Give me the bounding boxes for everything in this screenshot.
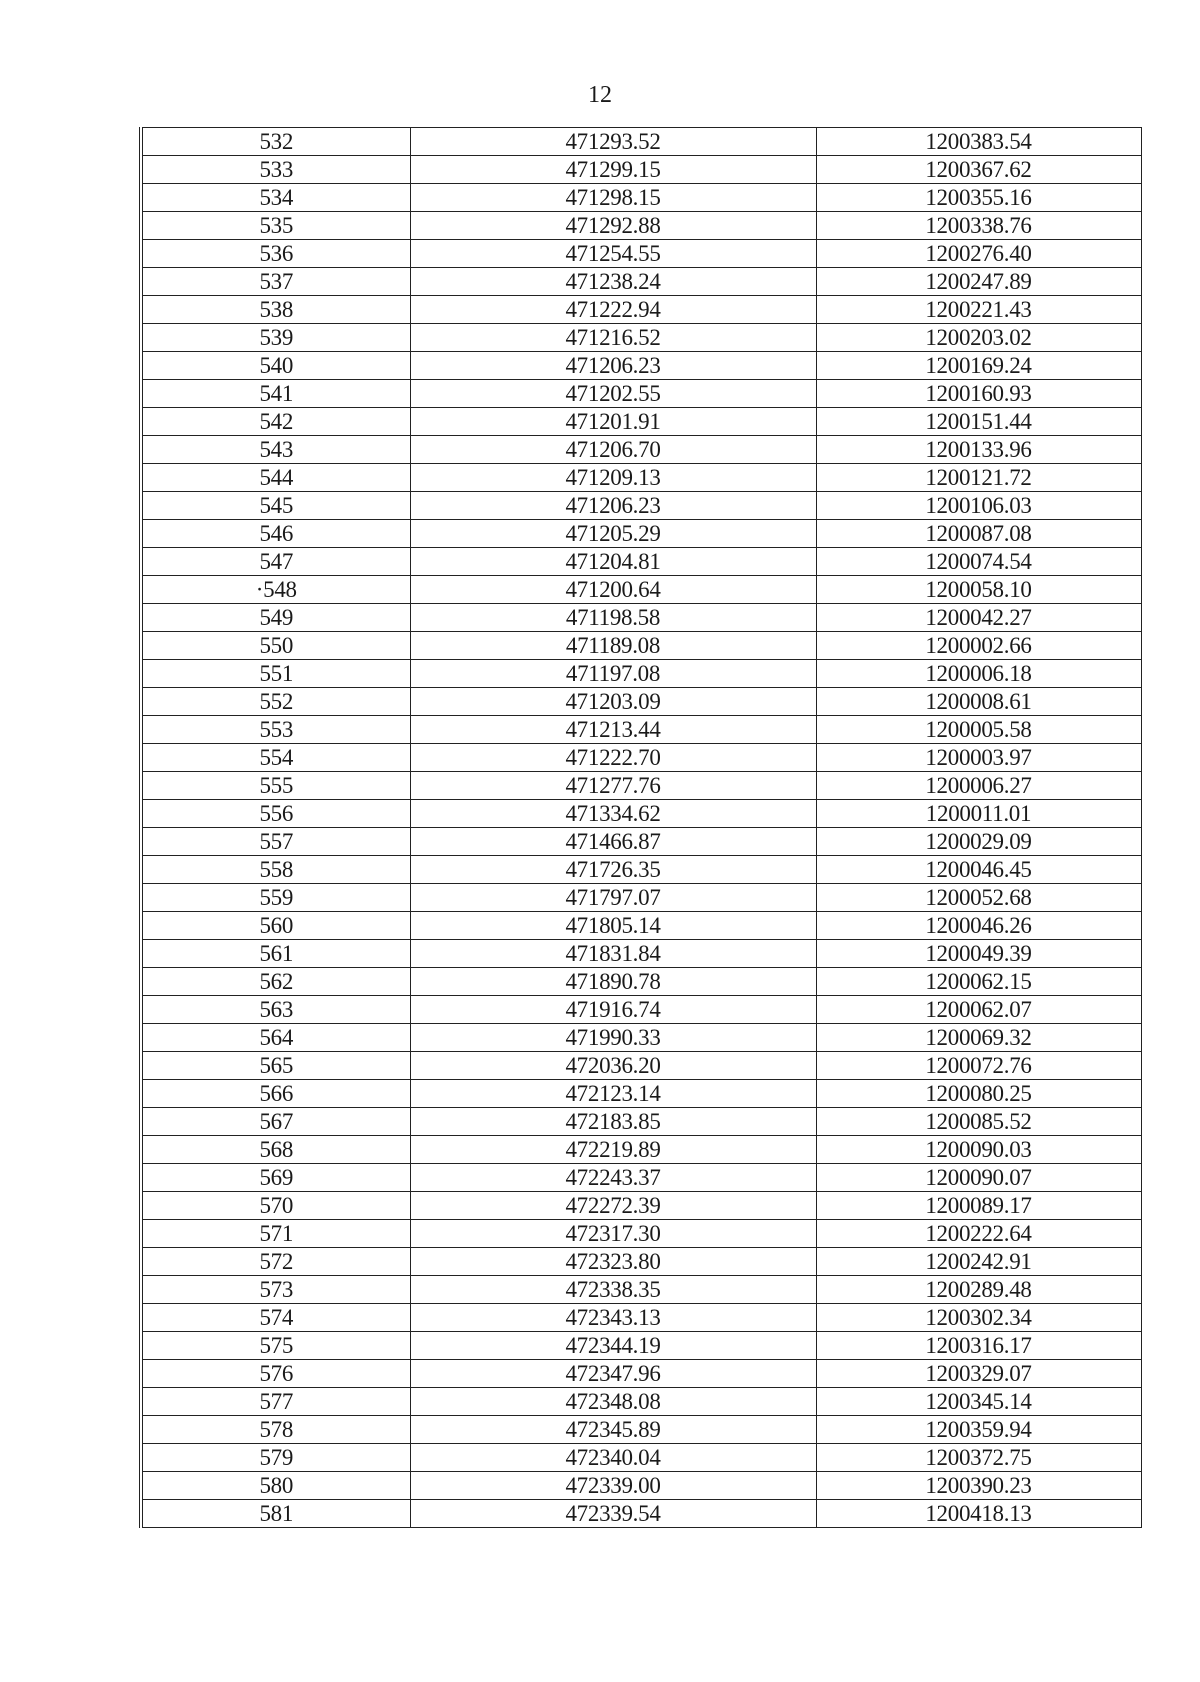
- y-coordinate-cell: 1200151.44: [816, 408, 1141, 436]
- y-coordinate-cell: 1200242.91: [816, 1248, 1141, 1276]
- x-coordinate-cell: 472340.04: [410, 1444, 816, 1472]
- y-coordinate-cell: 1200383.54: [816, 128, 1141, 156]
- table-row: [141, 772, 1141, 800]
- point-number-cell: 536: [141, 240, 410, 268]
- y-coordinate-cell: 1200089.17: [816, 1192, 1141, 1220]
- table-row: [141, 912, 1141, 940]
- point-number-cell: 580: [141, 1472, 410, 1500]
- table-row: [141, 604, 1141, 632]
- point-number-cell: 542: [141, 408, 410, 436]
- y-coordinate-cell: 1200029.09: [816, 828, 1141, 856]
- table-row: [141, 744, 1141, 772]
- y-coordinate-cell: 1200006.27: [816, 772, 1141, 800]
- point-number-cell: 570: [141, 1192, 410, 1220]
- point-number-cell: 574: [141, 1304, 410, 1332]
- coordinates-table: [139, 127, 1142, 1528]
- x-coordinate-cell: 472219.89: [410, 1136, 816, 1164]
- point-number-cell: 543: [141, 436, 410, 464]
- table-row: [141, 940, 1141, 968]
- point-number-cell: 564: [141, 1024, 410, 1052]
- y-coordinate-cell: 1200008.61: [816, 688, 1141, 716]
- table-row: [141, 996, 1141, 1024]
- y-coordinate-cell: 1200062.15: [816, 968, 1141, 996]
- table-row: [141, 1248, 1141, 1276]
- y-coordinate-cell: 1200087.08: [816, 520, 1141, 548]
- x-coordinate-cell: 471203.09: [410, 688, 816, 716]
- table-row: [141, 296, 1141, 324]
- x-coordinate-cell: 472343.13: [410, 1304, 816, 1332]
- x-coordinate-cell: 472339.54: [410, 1500, 816, 1528]
- table-row: [141, 268, 1141, 296]
- table-row: [141, 800, 1141, 828]
- y-coordinate-cell: 1200090.03: [816, 1136, 1141, 1164]
- y-coordinate-cell: 1200042.27: [816, 604, 1141, 632]
- table-row: [141, 352, 1141, 380]
- y-coordinate-cell: 1200222.64: [816, 1220, 1141, 1248]
- x-coordinate-cell: 471200.64: [410, 576, 816, 604]
- x-coordinate-cell: 472338.35: [410, 1276, 816, 1304]
- x-coordinate-cell: 472339.00: [410, 1472, 816, 1500]
- y-coordinate-cell: 1200085.52: [816, 1108, 1141, 1136]
- point-number-cell: 562: [141, 968, 410, 996]
- point-number-cell: 534: [141, 184, 410, 212]
- point-number-cell: 579: [141, 1444, 410, 1472]
- table-row: [141, 240, 1141, 268]
- x-coordinate-cell: 472344.19: [410, 1332, 816, 1360]
- x-coordinate-cell: 471206.23: [410, 352, 816, 380]
- y-coordinate-cell: 1200006.18: [816, 660, 1141, 688]
- y-coordinate-cell: 1200367.62: [816, 156, 1141, 184]
- point-number-cell: 558: [141, 856, 410, 884]
- point-number-cell: 555: [141, 772, 410, 800]
- y-coordinate-cell: 1200359.94: [816, 1416, 1141, 1444]
- point-number-cell: 568: [141, 1136, 410, 1164]
- table-row: [141, 520, 1141, 548]
- y-coordinate-cell: 1200052.68: [816, 884, 1141, 912]
- table-row: [141, 884, 1141, 912]
- point-number-cell: 560: [141, 912, 410, 940]
- y-coordinate-cell: 1200133.96: [816, 436, 1141, 464]
- y-coordinate-cell: 1200003.97: [816, 744, 1141, 772]
- table-row: [141, 1024, 1141, 1052]
- x-coordinate-cell: 472317.30: [410, 1220, 816, 1248]
- y-coordinate-cell: 1200069.32: [816, 1024, 1141, 1052]
- y-coordinate-cell: 1200329.07: [816, 1360, 1141, 1388]
- y-coordinate-cell: 1200302.34: [816, 1304, 1141, 1332]
- point-number-cell: 533: [141, 156, 410, 184]
- x-coordinate-cell: 472243.37: [410, 1164, 816, 1192]
- x-coordinate-cell: 471201.91: [410, 408, 816, 436]
- table-row: [141, 1304, 1141, 1332]
- x-coordinate-cell: 471213.44: [410, 716, 816, 744]
- table-row: [141, 1444, 1141, 1472]
- y-coordinate-cell: 1200169.24: [816, 352, 1141, 380]
- x-coordinate-cell: 472345.89: [410, 1416, 816, 1444]
- y-coordinate-cell: 1200058.10: [816, 576, 1141, 604]
- x-coordinate-cell: 471198.58: [410, 604, 816, 632]
- y-coordinate-cell: 1200121.72: [816, 464, 1141, 492]
- y-coordinate-cell: 1200106.03: [816, 492, 1141, 520]
- point-number-cell: 578: [141, 1416, 410, 1444]
- x-coordinate-cell: 471298.15: [410, 184, 816, 212]
- point-number-cell: 569: [141, 1164, 410, 1192]
- page-number: 12: [588, 82, 612, 108]
- y-coordinate-cell: 1200345.14: [816, 1388, 1141, 1416]
- point-number-cell: 575: [141, 1332, 410, 1360]
- point-number-cell: 544: [141, 464, 410, 492]
- x-coordinate-cell: 471831.84: [410, 940, 816, 968]
- table-row: [141, 828, 1141, 856]
- point-number-cell: 535: [141, 212, 410, 240]
- x-coordinate-cell: 471277.76: [410, 772, 816, 800]
- x-coordinate-cell: 471254.55: [410, 240, 816, 268]
- x-coordinate-cell: 471293.52: [410, 128, 816, 156]
- table-row: [141, 1332, 1141, 1360]
- table-row: [141, 1108, 1141, 1136]
- x-coordinate-cell: 472348.08: [410, 1388, 816, 1416]
- table-row: [141, 1388, 1141, 1416]
- point-number-cell: 572: [141, 1248, 410, 1276]
- table-row: [141, 1500, 1141, 1528]
- point-number-cell: 559: [141, 884, 410, 912]
- y-coordinate-cell: 1200276.40: [816, 240, 1141, 268]
- table-row: [141, 212, 1141, 240]
- table-row: [141, 548, 1141, 576]
- table-row: [141, 968, 1141, 996]
- x-coordinate-cell: 471726.35: [410, 856, 816, 884]
- x-coordinate-cell: 471334.62: [410, 800, 816, 828]
- x-coordinate-cell: 471209.13: [410, 464, 816, 492]
- point-number-cell: 546: [141, 520, 410, 548]
- y-coordinate-cell: 1200002.66: [816, 632, 1141, 660]
- point-number-cell: 566: [141, 1080, 410, 1108]
- x-coordinate-cell: 471292.88: [410, 212, 816, 240]
- y-coordinate-cell: 1200316.17: [816, 1332, 1141, 1360]
- y-coordinate-cell: 1200074.54: [816, 548, 1141, 576]
- table-row: [141, 408, 1141, 436]
- table-row: [141, 688, 1141, 716]
- coordinates-table-body: [141, 128, 1141, 1528]
- table-row: [141, 632, 1141, 660]
- y-coordinate-cell: 1200080.25: [816, 1080, 1141, 1108]
- x-coordinate-cell: 472123.14: [410, 1080, 816, 1108]
- x-coordinate-cell: 472036.20: [410, 1052, 816, 1080]
- table-row: [141, 1416, 1141, 1444]
- point-number-cell: 567: [141, 1108, 410, 1136]
- x-coordinate-cell: 471205.29: [410, 520, 816, 548]
- y-coordinate-cell: 1200011.01: [816, 800, 1141, 828]
- table-row: [141, 464, 1141, 492]
- x-coordinate-cell: 471990.33: [410, 1024, 816, 1052]
- table-row: [141, 380, 1141, 408]
- x-coordinate-cell: 471238.24: [410, 268, 816, 296]
- point-number-cell: 547: [141, 548, 410, 576]
- x-coordinate-cell: 472347.96: [410, 1360, 816, 1388]
- table-row: [141, 492, 1141, 520]
- x-coordinate-cell: 471222.94: [410, 296, 816, 324]
- table-row: [141, 128, 1141, 156]
- y-coordinate-cell: 1200046.26: [816, 912, 1141, 940]
- point-number-cell: 549: [141, 604, 410, 632]
- y-coordinate-cell: 1200203.02: [816, 324, 1141, 352]
- y-coordinate-cell: 1200062.07: [816, 996, 1141, 1024]
- table-row: [141, 576, 1141, 604]
- point-number-cell: 565: [141, 1052, 410, 1080]
- x-coordinate-cell: 471216.52: [410, 324, 816, 352]
- x-coordinate-cell: 471805.14: [410, 912, 816, 940]
- x-coordinate-cell: 472323.80: [410, 1248, 816, 1276]
- point-number-cell: 551: [141, 660, 410, 688]
- table-row: [141, 1080, 1141, 1108]
- x-coordinate-cell: 472272.39: [410, 1192, 816, 1220]
- table-row: [141, 1164, 1141, 1192]
- table-row: [141, 436, 1141, 464]
- table-row: [141, 856, 1141, 884]
- x-coordinate-cell: 471206.23: [410, 492, 816, 520]
- point-number-cell: 537: [141, 268, 410, 296]
- point-number-cell: 557: [141, 828, 410, 856]
- point-number-cell: 553: [141, 716, 410, 744]
- point-number-cell: 581: [141, 1500, 410, 1528]
- table-row: [141, 716, 1141, 744]
- point-number-cell: 538: [141, 296, 410, 324]
- y-coordinate-cell: 1200289.48: [816, 1276, 1141, 1304]
- x-coordinate-cell: 472183.85: [410, 1108, 816, 1136]
- x-coordinate-cell: 471202.55: [410, 380, 816, 408]
- y-coordinate-cell: 1200005.58: [816, 716, 1141, 744]
- x-coordinate-cell: 471204.81: [410, 548, 816, 576]
- x-coordinate-cell: 471222.70: [410, 744, 816, 772]
- table-row: [141, 184, 1141, 212]
- table-row: [141, 1192, 1141, 1220]
- y-coordinate-cell: 1200090.07: [816, 1164, 1141, 1192]
- y-coordinate-cell: 1200049.39: [816, 940, 1141, 968]
- x-coordinate-cell: 471466.87: [410, 828, 816, 856]
- point-number-cell: 540: [141, 352, 410, 380]
- y-coordinate-cell: 1200160.93: [816, 380, 1141, 408]
- table-row: [141, 1276, 1141, 1304]
- x-coordinate-cell: 471890.78: [410, 968, 816, 996]
- y-coordinate-cell: 1200390.23: [816, 1472, 1141, 1500]
- point-number-cell: 532: [259, 129, 294, 154]
- y-coordinate-cell: 1200072.76: [816, 1052, 1141, 1080]
- x-coordinate-cell: 471916.74: [410, 996, 816, 1024]
- table-row: [141, 1136, 1141, 1164]
- point-number-cell: 541: [141, 380, 410, 408]
- point-number-cell: 552: [141, 688, 410, 716]
- table-row: [141, 660, 1141, 688]
- point-number-cell: 577: [141, 1388, 410, 1416]
- point-number-cell: 563: [141, 996, 410, 1024]
- table-row: [141, 1472, 1141, 1500]
- point-number-cell: 539: [141, 324, 410, 352]
- y-coordinate-cell: 1200338.76: [816, 212, 1141, 240]
- point-number-cell: 576: [141, 1360, 410, 1388]
- table-row: [141, 1052, 1141, 1080]
- point-number-cell: 561: [141, 940, 410, 968]
- point-number-cell: 550: [141, 632, 410, 660]
- y-coordinate-cell: 1200221.43: [816, 296, 1141, 324]
- y-coordinate-cell: 1200418.13: [816, 1500, 1141, 1528]
- table-row: [141, 324, 1141, 352]
- point-number-cell: 571: [141, 1220, 410, 1248]
- x-coordinate-cell: 471299.15: [410, 156, 816, 184]
- x-coordinate-cell: 471197.08: [410, 660, 816, 688]
- y-coordinate-cell: 1200372.75: [816, 1444, 1141, 1472]
- point-number-cell: 573: [141, 1276, 410, 1304]
- table-row: [141, 156, 1141, 184]
- point-number-cell: ·548: [141, 576, 410, 604]
- x-coordinate-cell: 471797.07: [410, 884, 816, 912]
- point-number-cell: 554: [141, 744, 410, 772]
- x-coordinate-cell: 471189.08: [410, 632, 816, 660]
- x-coordinate-cell: 471206.70: [410, 436, 816, 464]
- table-row: [141, 1220, 1141, 1248]
- y-coordinate-cell: 1200355.16: [816, 184, 1141, 212]
- point-number-cell: 545: [141, 492, 410, 520]
- y-coordinate-cell: 1200046.45: [816, 856, 1141, 884]
- point-number-cell: 556: [141, 800, 410, 828]
- table-row: [141, 1360, 1141, 1388]
- y-coordinate-cell: 1200247.89: [816, 268, 1141, 296]
